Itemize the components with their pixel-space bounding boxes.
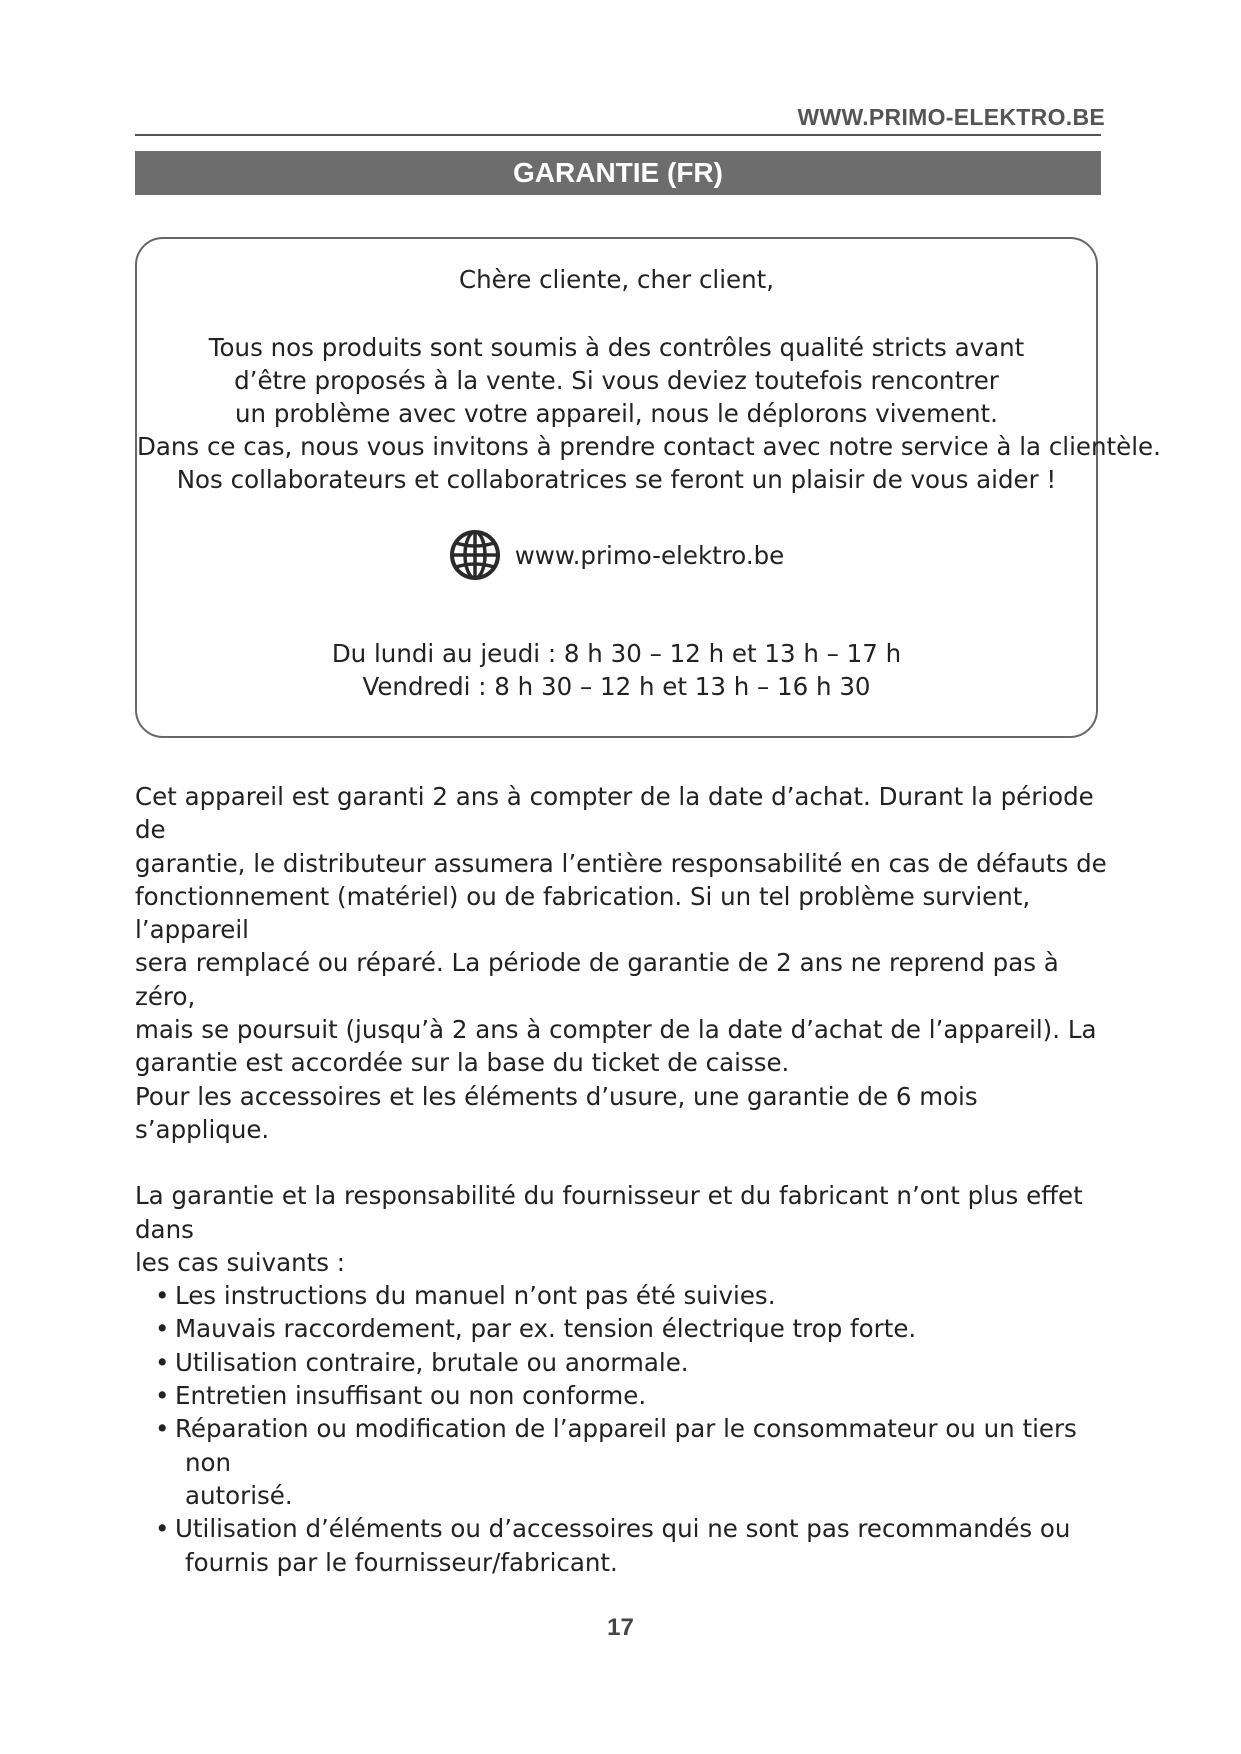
list-item-text: Les instructions du manuel n’ont pas été suivies. (175, 1281, 776, 1311)
exclusions-paragraph (135, 1179, 1115, 1279)
intro-line: un problème avec votre appareil, nous le déplorons vivement. (235, 399, 998, 428)
list-item (135, 1379, 1115, 1412)
intro-text (137, 331, 1161, 496)
intro-line: Tous nos produits sont soumis à des contrôles qualité stricts avant (208, 333, 1025, 362)
warranty-text (135, 780, 1115, 1579)
hours-line: Vendredi : 8 h 30 – 12 h et 13 h – 16 h 30 (362, 672, 871, 701)
list-item-continuation: autorisé. (185, 1480, 293, 1510)
bullet: • (155, 1281, 170, 1311)
text-line: garantie est accordée sur la base du ticket de caisse. (135, 1048, 790, 1078)
site-url-header: WWW.PRIMO-ELEKTRO.BE (797, 104, 1105, 130)
website-link[interactable]: www.primo-elektro.be (514, 540, 785, 570)
bullet: • (155, 1347, 170, 1377)
bullet: • (155, 1381, 170, 1411)
header-divider (135, 134, 1101, 136)
section-title: GARANTIE (FR) (135, 151, 1101, 195)
text-line: Pour les accessoires et les éléments d’usure, une garantie de 6 mois s’applique. (135, 1081, 978, 1144)
greeting: Chère cliente, cher client, (458, 265, 775, 294)
text-line: mais se poursuit (jusqu’à 2 ans à compter de la date d’achat de l’appareil). La (135, 1015, 1097, 1045)
list-item-text: Entretien insuffisant ou non conforme. (175, 1381, 647, 1411)
warranty-paragraph (135, 780, 1115, 1146)
bullet: • (155, 1314, 170, 1344)
bullet: • (155, 1414, 170, 1444)
text-line: garantie, le distributeur assumera l’entière responsabilité en cas de défauts de (135, 848, 1107, 878)
bullet: • (155, 1514, 170, 1544)
list-item (135, 1412, 1115, 1512)
intro-line: Dans ce cas, nous vous invitons à prendre contact avec notre service à la clientèle. (137, 432, 1161, 461)
customer-service-box (135, 237, 1161, 738)
list-item-text: Mauvais raccordement, par ex. tension électrique trop forte. (175, 1314, 917, 1344)
text-line: Cet appareil est garanti 2 ans à compter de la date d’achat. Durant la période de (135, 782, 1094, 845)
text-line: La garantie et la responsabilité du fournisseur et du fabricant n’ont plus effet dans (135, 1181, 1083, 1244)
website-row (137, 529, 1096, 581)
page-number: 17 (607, 1614, 634, 1641)
intro-line: d’être proposés à la vente. Si vous deviez toutefois rencontrer (234, 366, 999, 395)
intro-line: Nos collaborateurs et collaboratrices se feront un plaisir de vous aider ! (176, 465, 1057, 494)
list-item (135, 1512, 1115, 1579)
list-item (135, 1312, 1115, 1345)
list-item (135, 1346, 1115, 1379)
text-line: fonctionnement (matériel) ou de fabrication. Si un tel problème survient, l’appareil (135, 881, 1031, 945)
globe-icon (449, 529, 501, 581)
opening-hours (137, 637, 1096, 703)
list-item-text: Utilisation d’éléments ou d’accessoires qui ne sont pas recommandés ou (175, 1514, 1071, 1544)
list-item-text: Réparation ou modification de l’appareil par le consommateur ou un tiers non (175, 1414, 1077, 1477)
list-item (135, 1279, 1115, 1312)
exclusions-list (135, 1279, 1115, 1579)
text-line: sera remplacé ou réparé. La période de garantie de 2 ans ne reprend pas à zéro, (135, 948, 1059, 1011)
list-item-continuation: fournis par le fournisseur/fabricant. (185, 1547, 618, 1577)
list-item-text: Utilisation contraire, brutale ou anormale. (175, 1347, 689, 1377)
hours-line: Du lundi au jeudi : 8 h 30 – 12 h et 13 h – 17 h (331, 639, 902, 668)
text-line: les cas suivants : (135, 1247, 346, 1277)
